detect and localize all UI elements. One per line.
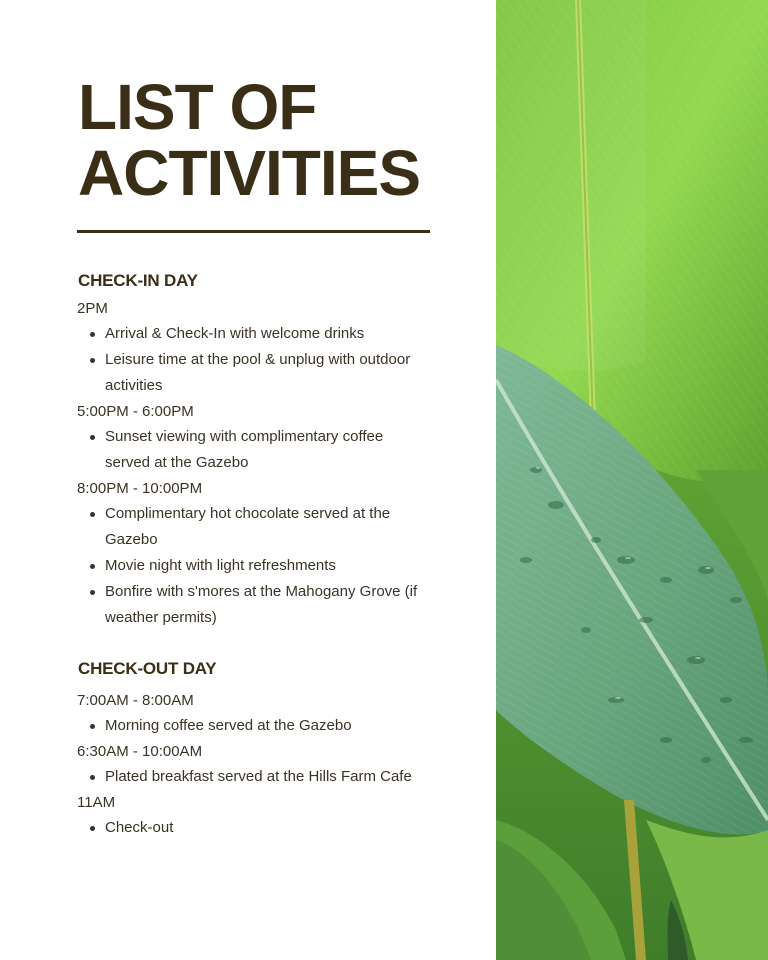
time-label: 11AM [77, 794, 116, 811]
time-label: 6:30AM - 10:00AM [77, 743, 203, 760]
time-label: 5:00PM - 6:00PM [77, 403, 194, 420]
title-line-2: ACTIVITIES [78, 137, 421, 209]
list-item: Movie night with light refreshments [88, 553, 438, 579]
list-item: Plated breakfast served at the Hills Farm Cafe [88, 764, 468, 790]
activity-list [88, 815, 468, 841]
list-item: Arrival & Check-In with welcome drinks [88, 321, 468, 347]
time-label: 2PM [77, 300, 108, 317]
list-item: Complimentary hot chocolate served at the Gazebo [88, 501, 438, 553]
activity-list [88, 764, 468, 790]
activity-list [88, 321, 468, 399]
page-title [78, 71, 421, 209]
list-item: Check-out [88, 815, 468, 841]
checkin-heading: CHECK-IN DAY [78, 271, 198, 290]
checkout-heading: CHECK-OUT DAY [78, 659, 217, 678]
activity-list [88, 501, 438, 631]
activity-list [88, 424, 418, 476]
time-label: 7:00AM - 8:00AM [77, 692, 194, 709]
list-item: Bonfire with s'mores at the Mahogany Grove (if weather permits) [88, 579, 438, 631]
activity-list [88, 713, 468, 739]
list-item: Leisure time at the pool & unplug with outdoor activities [88, 347, 468, 399]
title-divider [77, 230, 430, 233]
list-item: Sunset viewing with complimentary coffee served at the Gazebo [88, 424, 418, 476]
banana-leaves-photo [496, 0, 768, 960]
list-item: Morning coffee served at the Gazebo [88, 713, 468, 739]
title-line-1: LIST OF [78, 71, 317, 143]
time-label: 8:00PM - 10:00PM [77, 480, 203, 497]
